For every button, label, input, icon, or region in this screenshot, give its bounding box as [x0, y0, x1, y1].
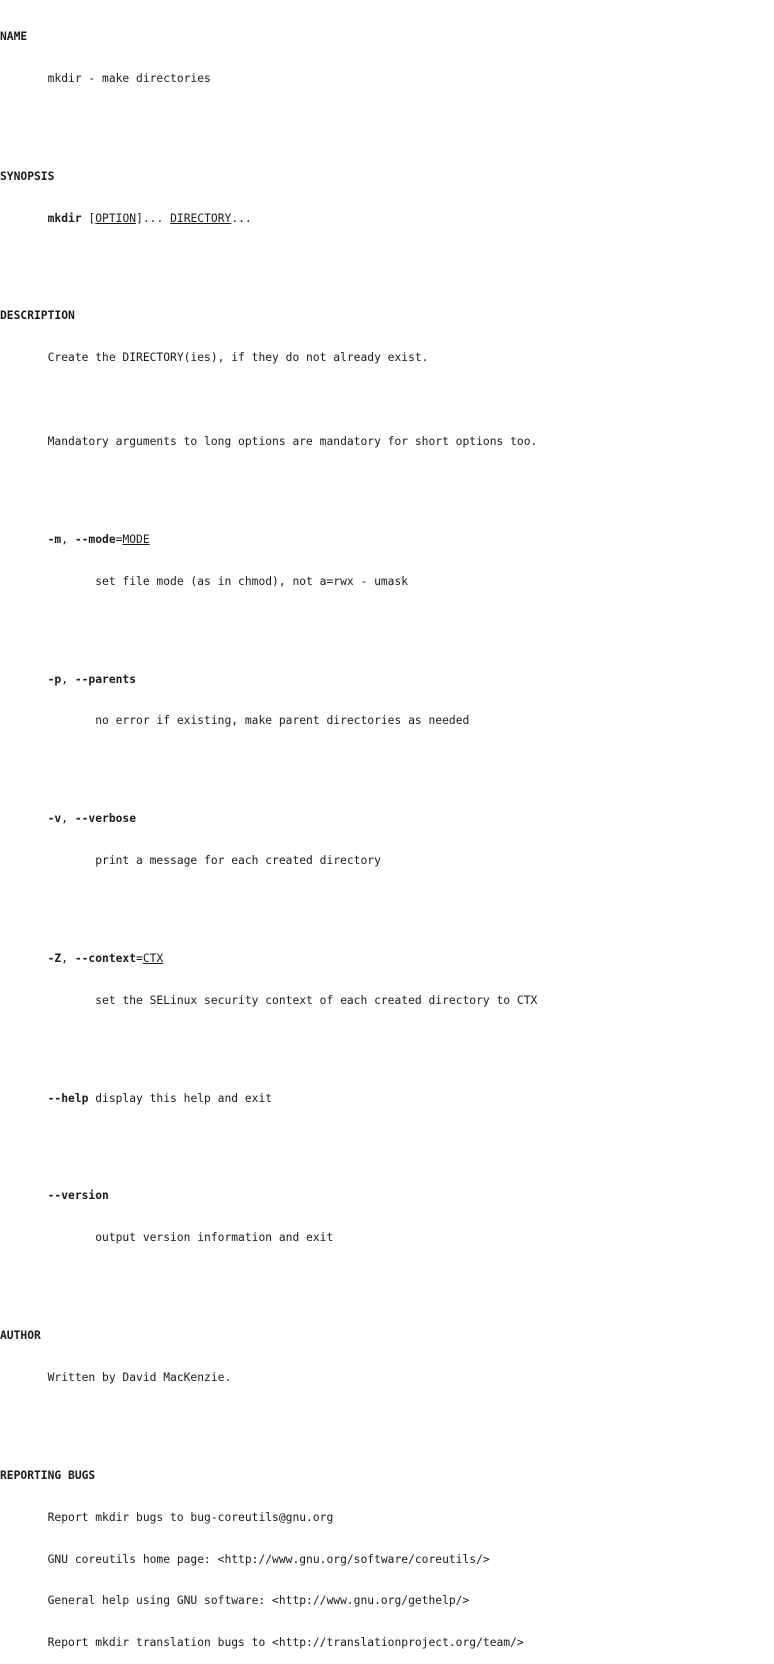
- option-argument: MODE: [122, 532, 150, 546]
- reporting-bugs-heading: REPORTING BUGS: [0, 1468, 96, 1482]
- description-line: [0, 351, 774, 365]
- option-description-text: output version information and exit: [95, 1231, 334, 1245]
- synopsis-open-bracket: [: [88, 211, 96, 225]
- option-long-flag: --version: [47, 1189, 109, 1203]
- option-equals: =: [115, 532, 123, 546]
- author-heading: AUTHOR: [0, 1329, 41, 1343]
- option-separator: ,: [61, 532, 75, 546]
- option-context: [0, 952, 774, 966]
- description-heading: DESCRIPTION: [0, 309, 75, 323]
- option-mode: [0, 533, 774, 547]
- option-equals: =: [136, 951, 143, 965]
- option-help: [0, 1092, 774, 1106]
- option-long-flag: --parents: [74, 672, 137, 686]
- author-line: [0, 1371, 774, 1385]
- option-description-text: set file mode (as in chmod), not a=rwx - umask: [95, 574, 409, 588]
- synopsis-ellipsis: ...: [231, 211, 252, 225]
- option-long-flag: --verbose: [74, 812, 137, 826]
- blank-line: [0, 253, 774, 267]
- name-text: mkdir - make directories: [47, 71, 211, 85]
- option-version: [0, 1189, 774, 1203]
- blank-line: [0, 1413, 774, 1427]
- option-description: [0, 575, 774, 589]
- option-description-text: display this help and exit: [88, 1091, 273, 1105]
- option-description: [0, 854, 774, 868]
- option-description: [0, 1231, 774, 1245]
- option-long-flag: --help: [47, 1091, 89, 1105]
- name-heading: NAME: [0, 29, 28, 43]
- synopsis-directory: DIRECTORY: [170, 211, 232, 225]
- blank-line: [0, 1273, 774, 1287]
- option-short-flag: -v: [47, 812, 62, 826]
- option-argument: CTX: [142, 951, 164, 965]
- option-short-flag: -m: [47, 532, 62, 546]
- reporting-bugs-line: [0, 1636, 774, 1650]
- synopsis-close-bracket: ]...: [136, 211, 164, 225]
- option-description-text: print a message for each created directory: [95, 854, 381, 868]
- section-heading-description: [0, 309, 774, 323]
- reporting-bugs-line: [0, 1553, 774, 1567]
- name-line: [0, 72, 774, 86]
- synopsis-line: [0, 212, 774, 226]
- option-separator: ,: [61, 672, 75, 686]
- option-short-flag: -p: [47, 672, 62, 686]
- description-line: [0, 435, 774, 449]
- man-page-viewer[interactable]: [0, 2, 774, 1650]
- reporting-bugs-text: Report mkdir bugs to bug-coreutils@gnu.org: [47, 1510, 334, 1524]
- option-long-flag: --mode: [74, 532, 116, 546]
- option-separator: ,: [61, 951, 75, 965]
- option-description-text: set the SELinux security context of each created directory to CTX: [95, 993, 538, 1007]
- blank-line: [0, 1036, 774, 1050]
- section-heading-reporting-bugs: [0, 1469, 774, 1483]
- reporting-bugs-text: General help using GNU software: <http://www.gnu.org/gethelp/>: [47, 1594, 470, 1608]
- reporting-bugs-text: Report mkdir translation bugs to <http://translationproject.org/team/>: [47, 1636, 524, 1650]
- option-description-text: no error if existing, make parent directories as needed: [95, 714, 470, 728]
- blank-line: [0, 1133, 774, 1147]
- section-heading-name: [0, 30, 774, 44]
- description-text: Mandatory arguments to long options are mandatory for short options too.: [47, 435, 538, 449]
- author-text: Written by David MacKenzie.: [47, 1370, 232, 1384]
- section-heading-synopsis: [0, 170, 774, 184]
- blank-line: [0, 617, 774, 631]
- blank-line: [0, 477, 774, 491]
- description-text: Create the DIRECTORY(ies), if they do not already exist.: [47, 351, 429, 365]
- blank-line: [0, 896, 774, 910]
- blank-line: [0, 393, 774, 407]
- synopsis-option: OPTION: [95, 211, 137, 225]
- reporting-bugs-line: [0, 1511, 774, 1525]
- blank-line: [0, 114, 774, 128]
- option-parents: [0, 673, 774, 687]
- option-description: [0, 714, 774, 728]
- reporting-bugs-text: GNU coreutils home page: <http://www.gnu.org/software/coreutils/>: [47, 1552, 490, 1566]
- section-heading-author: [0, 1329, 774, 1343]
- synopsis-command: mkdir: [47, 211, 82, 225]
- option-separator: ,: [61, 812, 75, 826]
- option-short-flag: -Z: [47, 951, 62, 965]
- synopsis-heading: SYNOPSIS: [0, 169, 55, 183]
- option-description: [0, 994, 774, 1008]
- blank-line: [0, 756, 774, 770]
- reporting-bugs-line: [0, 1594, 774, 1608]
- option-long-flag: --context: [74, 951, 137, 965]
- option-verbose: [0, 812, 774, 826]
